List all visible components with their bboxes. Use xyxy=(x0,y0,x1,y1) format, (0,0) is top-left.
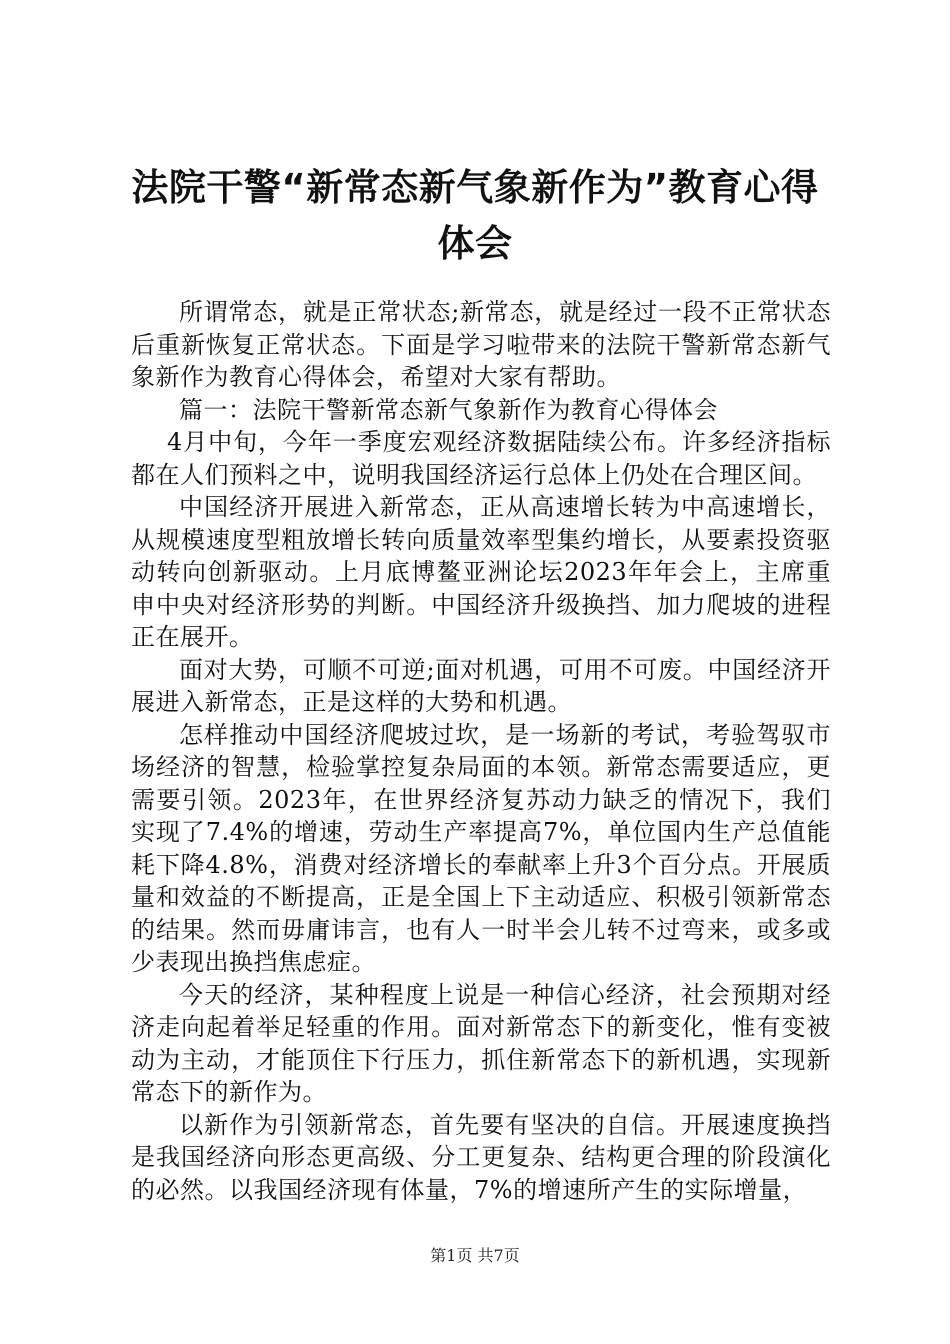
paragraph-confidence-economy: 今天的经济，某种程度上说是一种信心经济，社会预期对经济走向起着举足轻重的作用。面对新常态下的新变化，惟有变被动为主动，才能顶住下行压力，抓住新常态下的新机遇，实现新常态下的新作为。 xyxy=(131,980,831,1106)
paragraph-exam: 怎样推动中国经济爬坡过坎，是一场新的考试，考验驾驭市场经济的智慧，检验掌控复杂局面的本领。新常态需要适应，更需要引领。2023年，在世界经济复苏动力缺乏的情况下，我们实现了7.4%的增速，劳动生产率提高7%，单位国内生产总值能耗下降4.8%，消费对经济增长的奉献率上升3个百分点。开展质量和效益的不断提高，正是全国上下主动适应、积极引领新常态的结果。然而毋庸讳言，也有人一时半会儿转不过弯来，或多或少表现出换挡焦虑症。 xyxy=(131,720,831,976)
paragraph-intro: 所谓常态，就是正常状态;新常态，就是经过一段不正常状态后重新恢复正常状态。下面是学习啦带来的法院干警新常态新气象新作为教育心得体会，希望对大家有帮助。 xyxy=(131,298,831,391)
document-title: 法院干警“新常态新气象新作为”教育心得体会 xyxy=(131,166,819,265)
paragraph-self-confidence: 以新作为引领新常态，首先要有坚决的自信。开展速度换挡是我国经济向形态更高级、分工更复杂、结构更合理的阶段演化的必然。以我国经济现有体量，7%的增速所产生的实际增量， xyxy=(131,1110,831,1204)
document-body xyxy=(131,296,831,1206)
page-footer: 第1页 共7页 xyxy=(430,1246,520,1265)
paragraph-section-heading: 篇一：法院干警新常态新气象新作为教育心得体会 xyxy=(179,395,718,424)
paragraph-new-normal: 中国经济开展进入新常态，正从高速增长转为中高速增长，从规模速度型粗放增长转向质量效率型集约增长，从要素投资驱动转向创新驱动。上月底博鳌亚洲论坛2023年年会上，主席重申中央对经济形势的判断。中国经济升级换挡、加力爬坡的进程正在展开。 xyxy=(131,493,831,651)
paragraph-q1-data: 4月中旬，今年一季度宏观经济数据陆续公布。许多经济指标都在人们预料之中，说明我国经济运行总体上仍处在合理区间。 xyxy=(131,428,831,489)
paragraph-trend: 面对大势，可顺不可逆;面对机遇，可用不可废。中国经济开展进入新常态，正是这样的大势和机遇。 xyxy=(131,655,831,716)
